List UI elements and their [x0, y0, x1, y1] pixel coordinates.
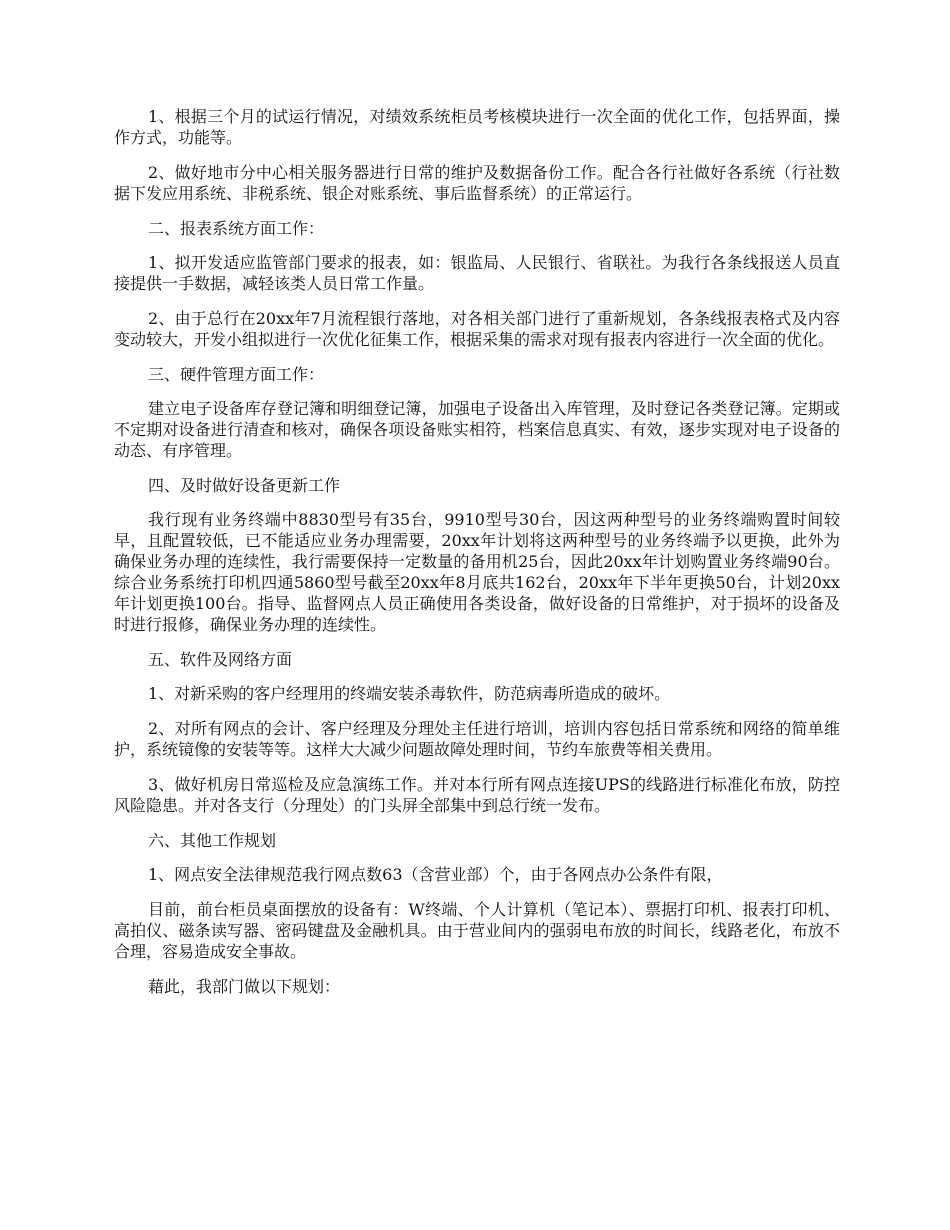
- paragraph-training: 2、对所有网点的会计、客户经理及分理处主任进行培训，培训内容包括日常系统和网络的简单维护，系统镜像的安装等等。这样大大减少问题故障处理时间，节约车旅费等相关费用。: [114, 719, 840, 759]
- paragraph-regulatory-reports: 1、拟开发适应监管部门要求的报表，如：银监局、人民银行、省联社。为我行各条线报送人员直接提供一手数据，减轻该类人员日常工作量。: [114, 253, 840, 293]
- document-body: [114, 106, 840, 1011]
- section-heading-report-system: 二、报表系统方面工作：: [148, 219, 325, 238]
- paragraph-branch-safety: 1、网点安全法律规范我行网点数63（含营业部）个，由于各网点办公条件有限，: [148, 865, 723, 884]
- paragraph-plan-intro: 藉此，我部门做以下规划：: [148, 977, 341, 996]
- section-heading-hardware-management: 三、硬件管理方面工作：: [148, 365, 325, 384]
- section-heading-software-network: 五、软件及网络方面: [148, 650, 293, 669]
- paragraph-machine-room: 3、做好机房日常巡检及应急演练工作。并对本行所有网点连接UPS的线路进行标准化布放，防控风险隐患。并对各支行（分理处）的门头屏全部集中到总行统一发布。: [114, 775, 840, 815]
- paragraph-server-maintenance: 2、做好地市分中心相关服务器进行日常的维护及数据备份工作。配合各行社做好各系统（行社数据下发应用系统、非税系统、银企对账系统、事后监督系统）的正常运行。: [114, 163, 840, 203]
- paragraph-report-optimization: 2、由于总行在20xx年7月流程银行落地，对各相关部门进行了重新规划，各条线报表格式及内容变动较大，开发小组拟进行一次优化征集工作，根据采集的需求对现有报表内容进行一次全面的优化。: [114, 309, 840, 349]
- paragraph-equipment-register: 建立电子设备库存登记簿和明细登记簿，加强电子设备出入库管理，及时登记各类登记簿。定期或不定期对设备进行清查和核对，确保各项设备账实相符，档案信息真实、有效，逐步实现对电子设备的动态、有序管理。: [114, 399, 840, 460]
- section-heading-equipment-update: 四、及时做好设备更新工作: [148, 476, 341, 495]
- paragraph-counter-equipment: 目前，前台柜员桌面摆放的设备有：W终端、个人计算机（笔记本）、票据打印机、报表打印机、高拍仪、磁条读写器、密码键盘及金融机具。由于营业间内的强弱电布放的时间长，线路老化，布放不合理，容易造成安全事故。: [114, 900, 840, 961]
- paragraph-optimize-teller-module: 1、根据三个月的试运行情况，对绩效系统柜员考核模块进行一次全面的优化工作，包括界面，操作方式，功能等。: [114, 107, 840, 147]
- paragraph-terminal-replacement: 我行现有业务终端中8830型号有35台，9910型号30台，因这两种型号的业务终端购置时间较早，且配置较低，已不能适应业务办理需要，20xx年计划将这两种型号的业务终端予以更换，此外为确保业务办理的连续性，我行需要保持一定数量的备用机25台，因此20xx年计划购置业务终端90台。综合业务系统打印机四通5860型号截至20xx年8月底共162台，20xx年下半年更换50台，计划20xx年计划更换100台。指导、监督网点人员正确使用各类设备，做好设备的日常维护，对于损坏的设备及时进行报修，确保业务办理的连续性。: [114, 510, 840, 634]
- paragraph-antivirus: 1、对新采购的客户经理用的终端安装杀毒软件，防范病毒所造成的破坏。: [148, 684, 671, 703]
- section-heading-other-plans: 六、其他工作规划: [148, 831, 277, 850]
